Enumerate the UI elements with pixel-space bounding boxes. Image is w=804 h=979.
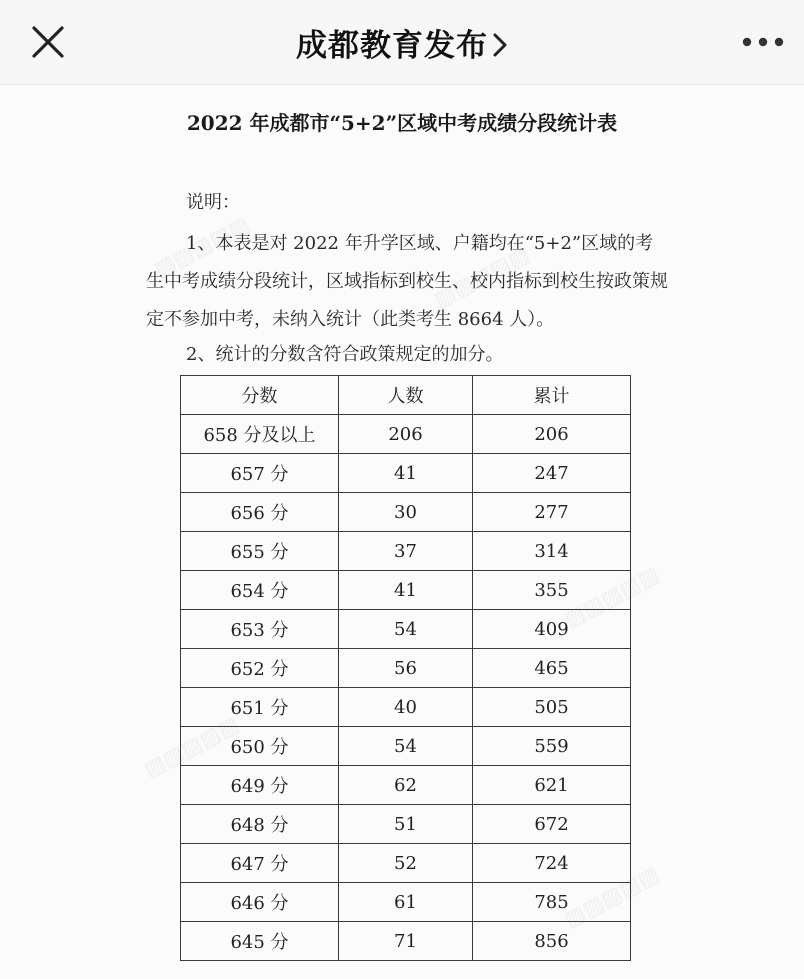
table-row xyxy=(181,532,631,571)
cell-score: 654 分 xyxy=(181,571,339,610)
cell-cumulative: 672 xyxy=(473,805,631,844)
table-header-row xyxy=(181,376,631,415)
cell-cumulative: 785 xyxy=(473,883,631,922)
header-score: 分数 xyxy=(181,376,339,415)
cell-score: 647 分 xyxy=(181,844,339,883)
table-row xyxy=(181,415,631,454)
header-count: 人数 xyxy=(339,376,473,415)
cell-count: 40 xyxy=(339,688,473,727)
cell-count: 52 xyxy=(339,844,473,883)
cell-cumulative: 465 xyxy=(473,649,631,688)
watermark: ▨▨▨▨▨ xyxy=(430,242,534,313)
table-row xyxy=(181,610,631,649)
table-row xyxy=(181,766,631,805)
cell-cumulative: 621 xyxy=(473,766,631,805)
table-row xyxy=(181,883,631,922)
cell-cumulative: 277 xyxy=(473,493,631,532)
table-row xyxy=(181,649,631,688)
note-paragraph-1: 1、本表是对 2022 年升学区域、户籍均在“5+2”区域的考生中考成绩分段统计，区域指标到校生、校内指标到校生按政策规定不参加中考，未纳入统计（此类考生 8664 人）。 xyxy=(146,233,668,330)
note-paragraph-2: 2、统计的分数含符合政策规定的加分。 xyxy=(186,344,504,365)
watermark: ▨▨▨▨▨ xyxy=(150,212,254,283)
watermark: ▨▨▨▨▨ xyxy=(560,862,664,933)
cell-cumulative: 247 xyxy=(473,454,631,493)
cell-count: 41 xyxy=(339,454,473,493)
cell-cumulative: 559 xyxy=(473,727,631,766)
account-name: 成都教育发布 xyxy=(296,28,488,64)
cell-score: 657 分 xyxy=(181,454,339,493)
cell-score: 651 分 xyxy=(181,688,339,727)
table-row xyxy=(181,688,631,727)
cell-score: 658 分及以上 xyxy=(181,415,339,454)
cell-cumulative: 355 xyxy=(473,571,631,610)
table-row xyxy=(181,805,631,844)
score-distribution-table xyxy=(180,375,631,961)
cell-count: 61 xyxy=(339,883,473,922)
navigation-bar xyxy=(0,0,804,85)
cell-count: 41 xyxy=(339,571,473,610)
cell-count: 71 xyxy=(339,922,473,961)
cell-count: 37 xyxy=(339,532,473,571)
cell-cumulative: 314 xyxy=(473,532,631,571)
cell-score: 645 分 xyxy=(181,922,339,961)
cell-cumulative: 505 xyxy=(473,688,631,727)
cell-score: 646 分 xyxy=(181,883,339,922)
watermark: ▨▨▨▨▨ xyxy=(140,712,244,783)
account-title-link[interactable] xyxy=(0,20,804,66)
cell-score: 649 分 xyxy=(181,766,339,805)
cell-count: 56 xyxy=(339,649,473,688)
cell-cumulative: 206 xyxy=(473,415,631,454)
cell-count: 30 xyxy=(339,493,473,532)
cell-count: 62 xyxy=(339,766,473,805)
cell-cumulative: 856 xyxy=(473,922,631,961)
chevron-right-icon xyxy=(492,30,508,66)
article-image xyxy=(0,85,804,979)
table-row xyxy=(181,727,631,766)
document-title: 2022 年成都市“5+2”区域中考成绩分段统计表 xyxy=(186,111,618,135)
table-row xyxy=(181,454,631,493)
cell-count: 54 xyxy=(339,610,473,649)
cell-count: 206 xyxy=(339,415,473,454)
cell-cumulative: 724 xyxy=(473,844,631,883)
cell-score: 656 分 xyxy=(181,493,339,532)
cell-score: 648 分 xyxy=(181,805,339,844)
cell-count: 51 xyxy=(339,805,473,844)
cell-score: 650 分 xyxy=(181,727,339,766)
header-cumulative: 累计 xyxy=(473,376,631,415)
table-row xyxy=(181,922,631,961)
cell-cumulative: 409 xyxy=(473,610,631,649)
table-row xyxy=(181,493,631,532)
table-row xyxy=(181,844,631,883)
cell-score: 652 分 xyxy=(181,649,339,688)
watermark: ▨▨▨▨▨ xyxy=(560,562,664,633)
more-dots-icon xyxy=(740,30,786,54)
table-row xyxy=(181,571,631,610)
note-heading: 说明： xyxy=(186,192,240,213)
cell-count: 54 xyxy=(339,727,473,766)
table-body xyxy=(181,415,631,961)
cell-score: 653 分 xyxy=(181,610,339,649)
cell-score: 655 分 xyxy=(181,532,339,571)
more-options-button[interactable] xyxy=(740,30,786,54)
